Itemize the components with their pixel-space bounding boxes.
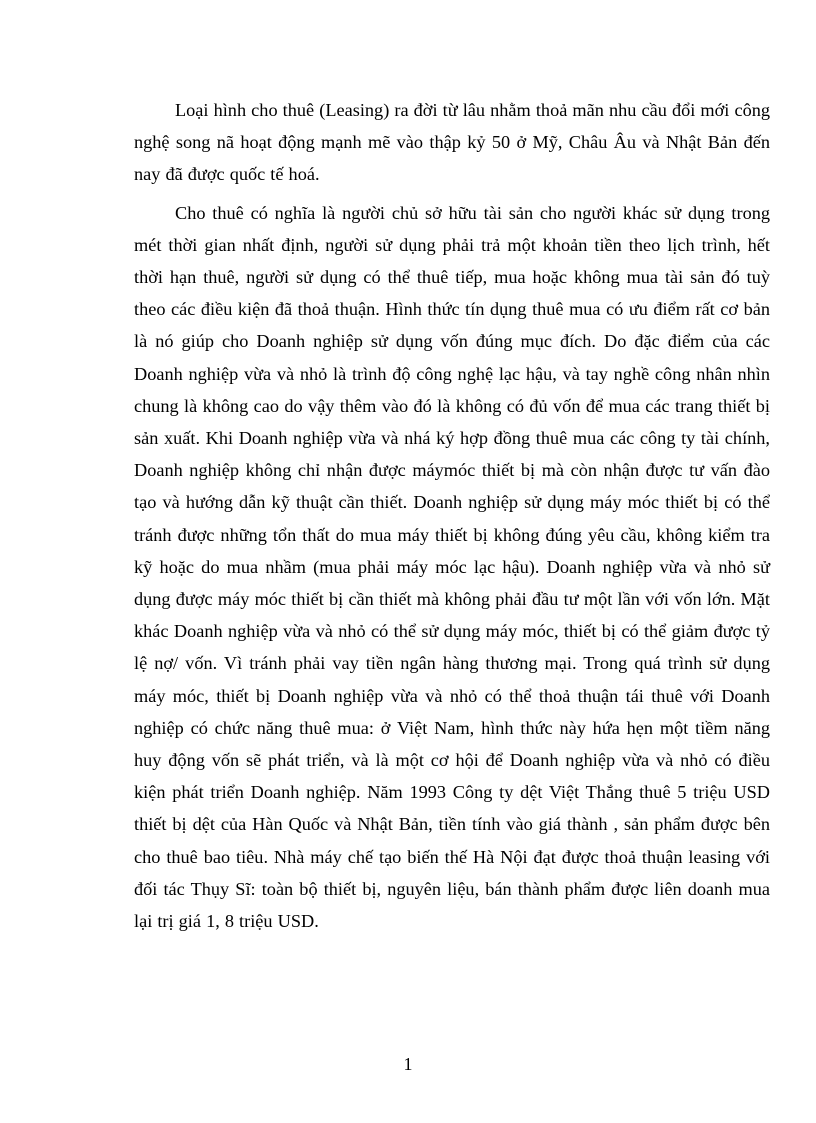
paragraph-leasing-definition: Cho thuê có nghĩa là người chủ sở hữu tài sản cho người khác sử dụng trong mét thời gian nhất định, người sử dụng phải trả một khoản tiền theo lịch trình, hết thời hạn thuê, người sử dụng có thể thuê tiếp, mua hoặc không mua tài sản đó tuỳ theo các điều kiện đã thoả thuận. Hình thức tín dụng thuê mua có ưu điểm rất cơ bản là nó giúp cho Doanh nghiệp sử dụng vốn đúng mục đích. Do đặc điểm của các Doanh nghiệp vừa và nhỏ là trình độ công nghệ lạc hậu, và tay nghề công nhân nhìn chung là không cao do vậy thêm vào đó là không có đủ vốn để mua các trang thiết bị sản xuất. Khi Doanh nghiệp vừa và nhá ký hợp đồng thuê mua các công ty tài chính, Doanh nghiệp không chỉ nhận được máymóc thiết bị mà còn nhận được tư vấn đào tạo và hướng dẫn kỹ thuật cần thiết. Doanh nghiệp sử dụng máy móc thiết bị có thể tránh được những tổn thất do mua máy thiết bị không đúng yêu cầu, không kiểm tra kỹ hoặc do mua nhầm (mua phải máy móc lạc hậu). Doanh nghiệp vừa và nhỏ sử dụng được máy móc thiết bị cần thiết mà không phải đầu tư một lần với vốn lớn. Mặt khác Doanh nghiệp vừa và nhỏ có thể sử dụng máy móc, thiết bị có thể giảm được tỷ lệ nợ/ vốn. Vì tránh phải vay tiền ngân hàng thương mại. Trong quá trình sử dụng máy móc, thiết bị Doanh nghiệp vừa và nhỏ có thể thoả thuận tái thuê với Doanh nghiệp có chức năng thuê mua: ở Việt Nam, hình thức này hứa hẹn một tiềm năng huy động vốn sẽ phát triển, và là một cơ hội để Doanh nghiệp vừa và nhỏ có điều kiện phát triển Doanh nghiệp. Năm 1993 Công ty dệt Việt Thắng thuê 5 triệu USD thiết bị dệt của Hàn Quốc và Nhật Bản, tiền tính vào giá thành , sản phẩm được bên cho thuê bao tiêu. Nhà máy chế tạo biến thế Hà Nội đạt được thoả thuận leasing với đối tác Thụy Sĩ: toàn bộ thiết bị, nguyên liệu, bán thành phẩm được liên doanh mua lại trị giá 1, 8 triệu USD. [134, 202, 770, 932]
page-number: 1 [403, 1054, 413, 1074]
paragraph-leasing-origin: Loại hình cho thuê (Leasing) ra đời từ lâu nhằm thoả mãn nhu cầu đổi mới công nghệ song nã hoạt động mạnh mẽ vào thập kỷ 50 ở Mỹ, Châu Âu và Nhật Bản đến nay đã được quốc tế hoá. [134, 100, 770, 185]
body-text [134, 94, 770, 937]
